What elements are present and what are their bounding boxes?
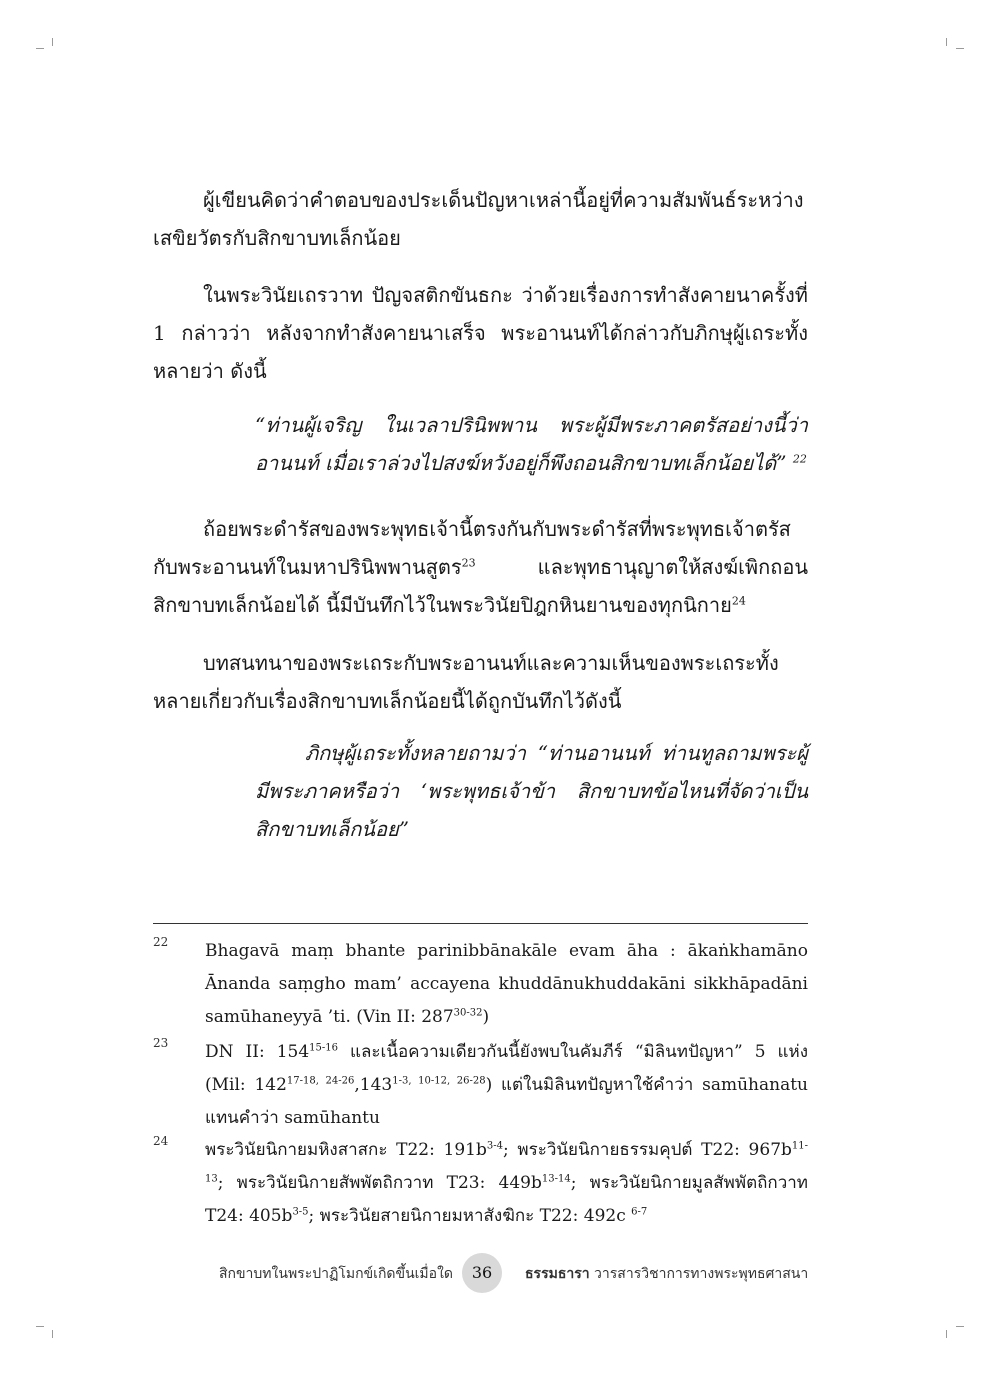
quote-text: “ท่านผู้เจริญ ในเวลาปรินิพพาน พระผู้มีพระภาคตรัสอย่างนี้ว่า อานนท์ เมื่อเราล่วงไปสงฆ์หวังอยู่ก็พึงถอนสิกขาบทเล็กน้อยได้” bbox=[255, 413, 808, 475]
quote-1 bbox=[255, 406, 808, 482]
crop-mark bbox=[52, 1330, 53, 1338]
paragraph-text: ในพระวินัยเถรวาท ปัญจสติกขันธกะ ว่าด้วยเรื่องการทำสังคายนาครั้งที่ 1 กล่าวว่า หลังจากทำสังคายนาเสร็จ พระอานนท์ได้กล่าวกับภิกษุผู้เถระทั้งหลายว่า ดังนี้ bbox=[153, 283, 808, 383]
footnote-superscript: 11-13 bbox=[205, 1140, 808, 1185]
footnote-text-part: ,143 bbox=[354, 1075, 393, 1095]
footnote-ref-23[interactable]: 23 bbox=[461, 556, 476, 570]
footnote-superscript: 17-18, 24-26 bbox=[286, 1075, 355, 1087]
crop-mark bbox=[946, 38, 947, 46]
footnote-number: 23 bbox=[153, 1036, 169, 1050]
footnote-superscript: 3-4 bbox=[486, 1140, 503, 1152]
footnote-text bbox=[205, 935, 808, 1034]
footnote-divider bbox=[153, 923, 808, 924]
paragraph-text bbox=[153, 510, 808, 624]
footnote-superscript: 1-3, 10-12, 26-28 bbox=[392, 1075, 486, 1087]
paragraph-text-part: ถ้อยพระดำรัสของพระพุทธเจ้านี้ตรงกันกับพระดำรัสที่พระพุทธเจ้าตรัสกับพระอานนท์ในมหาปรินิพพานสูตร bbox=[153, 517, 791, 579]
journal-name: ธรรมธารา bbox=[525, 1266, 590, 1282]
crop-mark bbox=[52, 38, 53, 46]
footnote-text-part: ) แต่ในมิลินทปัญหาใช้คำว่า samūhanatu แทนคำว่า samūhantu bbox=[205, 1075, 808, 1128]
footnote-text bbox=[205, 1134, 808, 1233]
footnote-superscript: 3-5 bbox=[292, 1206, 309, 1218]
paragraph-3 bbox=[153, 510, 808, 624]
footnote-text-part: ; พระวินัยนิกายธรรมคุปต์ T22: 967b bbox=[502, 1140, 792, 1160]
footnote-text-part: DN II: 154 bbox=[205, 1042, 310, 1062]
footnote-superscript: 15-16 bbox=[309, 1042, 338, 1054]
footnote-superscript: 30-32 bbox=[453, 1007, 483, 1019]
crop-mark bbox=[956, 1326, 964, 1327]
footnote-text-part: ) bbox=[482, 1007, 490, 1027]
page-number: 36 bbox=[462, 1253, 502, 1293]
crop-mark bbox=[36, 1326, 44, 1327]
footnote-text-part: ; พระวินัยนิกายสัพพัตถิกวาท T23: 449b bbox=[217, 1173, 542, 1193]
footnote-text-part: พระวินัยนิกายมหิงสาสกะ T22: 191b bbox=[205, 1140, 487, 1160]
article-title: สิกขาบทในพระปาฏิโมกข์เกิดขึ้นเมื่อใด bbox=[218, 1266, 453, 1282]
footnote-superscript: 13-14 bbox=[541, 1173, 571, 1185]
paragraph-1 bbox=[153, 181, 808, 257]
journal-title bbox=[525, 1263, 808, 1285]
crop-mark bbox=[946, 1330, 947, 1338]
footnote-text-part: ; พระวินัยสายนิกายมหาสังฆิกะ T22: 492c bbox=[308, 1206, 632, 1226]
crop-mark bbox=[956, 48, 964, 49]
quote-2: ภิกษุผู้เถระทั้งหลายถามว่า “ท่านอานนท์ ท่านทูลถามพระผู้มีพระภาคหรือว่า ‘พระพุทธเจ้าข้า สิกขาบทข้อไหนที่จัดว่าเป็นสิกขาบทเล็กน้อย” bbox=[255, 741, 808, 841]
footnote-superscript: 6-7 bbox=[631, 1206, 648, 1218]
crop-mark bbox=[36, 48, 44, 49]
paragraph-text: บทสนทนาของพระเถระกับพระอานนท์และความเห็นของพระเถระทั้งหลายเกี่ยวกับเรื่องสิกขาบทเล็กน้อยนี้ได้ถูกบันทึกไว้ดังนี้ bbox=[153, 651, 779, 713]
page-footer bbox=[0, 1253, 1000, 1293]
footnote-text bbox=[205, 1036, 808, 1135]
paragraph-text-part: และพุทธานุญาตให้สงฆ์เพิกถอนสิกขาบทเล็กน้อยได้ นี้มีบันทึกไว้ในพระวินัยปิฎกหินยานของทุกนิกาย bbox=[153, 555, 808, 617]
footnote-text-part: ; พระวินัยนิกายมูลสัพพัตถิกวาท T24: 405b bbox=[205, 1173, 808, 1226]
paragraph-4 bbox=[153, 644, 808, 720]
journal-subtitle: วารสารวิชาการทางพระพุทธศาสนา bbox=[589, 1266, 809, 1282]
footnote-number: 24 bbox=[153, 1134, 169, 1148]
footnote-ref-24[interactable]: 24 bbox=[731, 594, 746, 608]
footnote-text-part: Bhagavā maṃ bhante parinibbānakāle evam āha : ākaṅkhamāno Ānanda saṃgho mam’ accayena khuddānukhuddakāni sikkhāpadāni samūhaneyyā ’ti. (Vin II: 287 bbox=[205, 941, 808, 1027]
paragraph-text: ผู้เขียนคิดว่าคำตอบของประเด็นปัญหาเหล่านี้อยู่ที่ความสัมพันธ์ระหว่างเสขิยวัตรกับสิกขาบทเล็กน้อย bbox=[153, 188, 804, 250]
footnote-ref-22[interactable]: 22 bbox=[792, 452, 807, 466]
footnote-text-part: และเนื้อความเดียวกันนี้ยังพบในคัมภีร์ “มิลินทปัญหา” 5 แห่ง (Mil: 142 bbox=[205, 1042, 809, 1095]
paragraph-2 bbox=[153, 276, 808, 390]
footnote-24 bbox=[153, 1134, 808, 1233]
footnote-number: 22 bbox=[153, 935, 169, 949]
footnote-23 bbox=[153, 1036, 808, 1135]
footnote-22 bbox=[153, 935, 808, 1034]
